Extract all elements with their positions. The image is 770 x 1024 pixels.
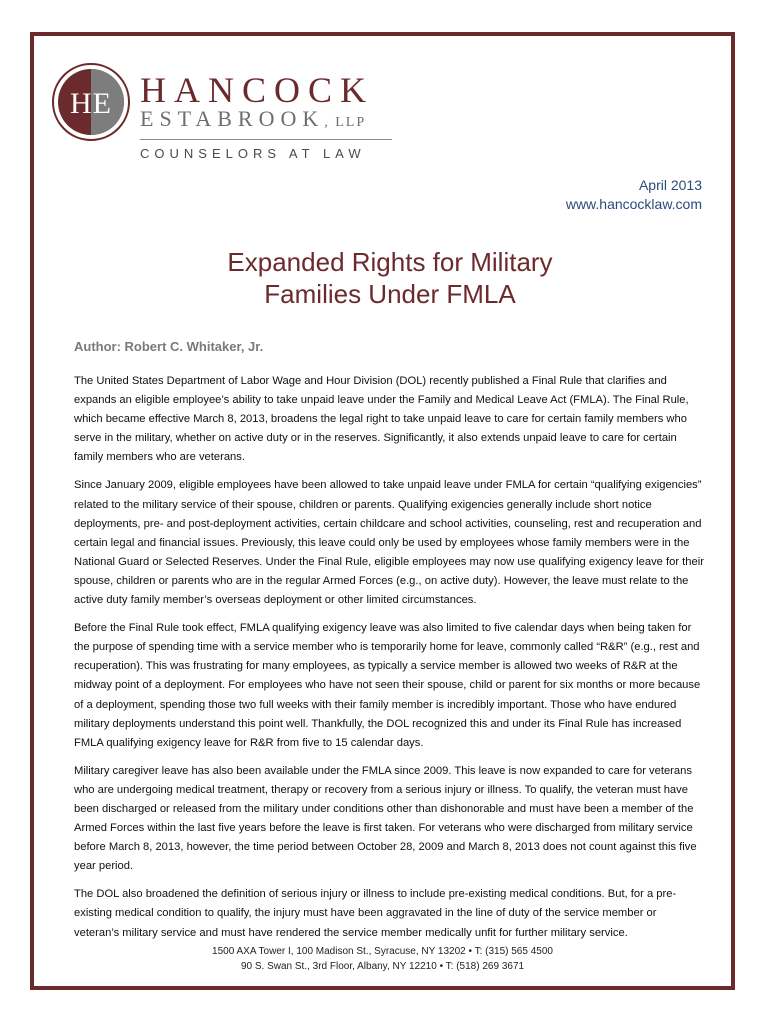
publication-date: April 2013 [638, 177, 702, 193]
website-link[interactable]: www.hancocklaw.com [565, 196, 702, 212]
firm-tagline: COUNSELORS AT LAW [140, 146, 366, 161]
firm-name: HANCOCK [140, 70, 375, 110]
title-line-2: Families Under FMLA [264, 279, 516, 309]
footer-address-albany: 90 S. Swan St., 3rd Floor, Albany, NY 12210 • T: (518) 269 3671 [240, 961, 525, 972]
paragraph: Military caregiver leave has also been available under the FMLA since 2009. This leave is now expanded to care for veterans who are undergoing medical treatment, therapy or recovery from a serious injury or illness. To qualify, the veteran must have been discharged or released from the military under conditions other than dishonorable and must have been a member of the Armed Forces within the last five years before the leave is first taken. For veterans who were discharged from military service before March 8, 2013, however, the time period between October 28, 2009 and March 8, 2013 does not count against this five year period. [74, 764, 697, 873]
brand-divider [140, 139, 392, 140]
paragraph: Before the Final Rule took effect, FMLA qualifying exigency leave was also limited to five calendar days when being taken for the purpose of spending time with a service member who is temporarily home for leave, commonly called “R&R” (e.g., rest and recuperation). This was frustrating for many employees, as typically a service member is allowed two weeks of R&R at the midway point of a deployment. For employees who have not seen their spouse, child or parent for six months or more because of a deployment, spending those two full weeks with their family member is incredibly important. Those who have endured military deployments understand this point well. Thankfully, the DOL recognized this and under its Final Rule has increased FMLA qualifying exigency leave for R&R from five to 15 calendar days. [74, 622, 701, 749]
footer-address-syracuse: 1500 AXA Tower I, 100 Madison St., Syracuse, NY 13202 • T: (315) 565 4500 [212, 946, 553, 957]
author-line: Author: Robert C. Whitaker, Jr. [74, 339, 264, 354]
footer-addresses [30, 944, 735, 974]
firm-name-secondary [140, 108, 366, 130]
document-meta [566, 176, 702, 214]
paragraph: The DOL also broadened the definition of serious injury or illness to include pre-existing medical conditions. But, for a pre-existing medical condition to qualify, the injury must have been aggravated in the line of duty of the service member or veteran’s military service and must have rendered the service member medically unfit for further military service. [74, 888, 677, 939]
paragraph: Since January 2009, eligible employees have been allowed to take unpaid leave under FMLA for certain “qualifying exigencies” related to the military service of their spouse, children or parents. Qualifying exigencies generally include short notice deployments, pre- and post-deployment activities, certain childcare and school activities, counseling, rest and recuperation and certain legal and financial issues. Previously, this leave could only be used by employees whose family members were in the National Guard or Selected Reserves. Under the Final Rule, eligible employees may now use qualifying exigency leave for their spouse, children or parents who are in the regular Armed Forces (e.g., on active duty). However, the leave must relate to the active duty family member’s overseas deployment or other limited circumstances. [74, 479, 704, 607]
logo-monogram: HE [70, 87, 112, 120]
firm-sub-suffix: , LLP [324, 115, 367, 130]
firm-sub-name: ESTABROOK [140, 106, 325, 131]
paragraph: The United States Department of Labor Wage and Hour Division (DOL) recently published a Final Rule that clarifies and expands an eligible employee’s ability to take unpaid leave under the Family and Medical Leave Act (FMLA). The Final Rule, which became effective March 8, 2013, broadens the legal right to take unpaid leave to care for certain family members who serve in the military, whether on active duty or in the reserves. Significantly, it also extends unpaid leave to care for certain family members who are veterans. [74, 375, 689, 464]
title-line-1: Expanded Rights for Military [227, 247, 553, 277]
firm-logo [51, 62, 131, 142]
document-title [120, 246, 660, 310]
article-body [74, 372, 704, 952]
